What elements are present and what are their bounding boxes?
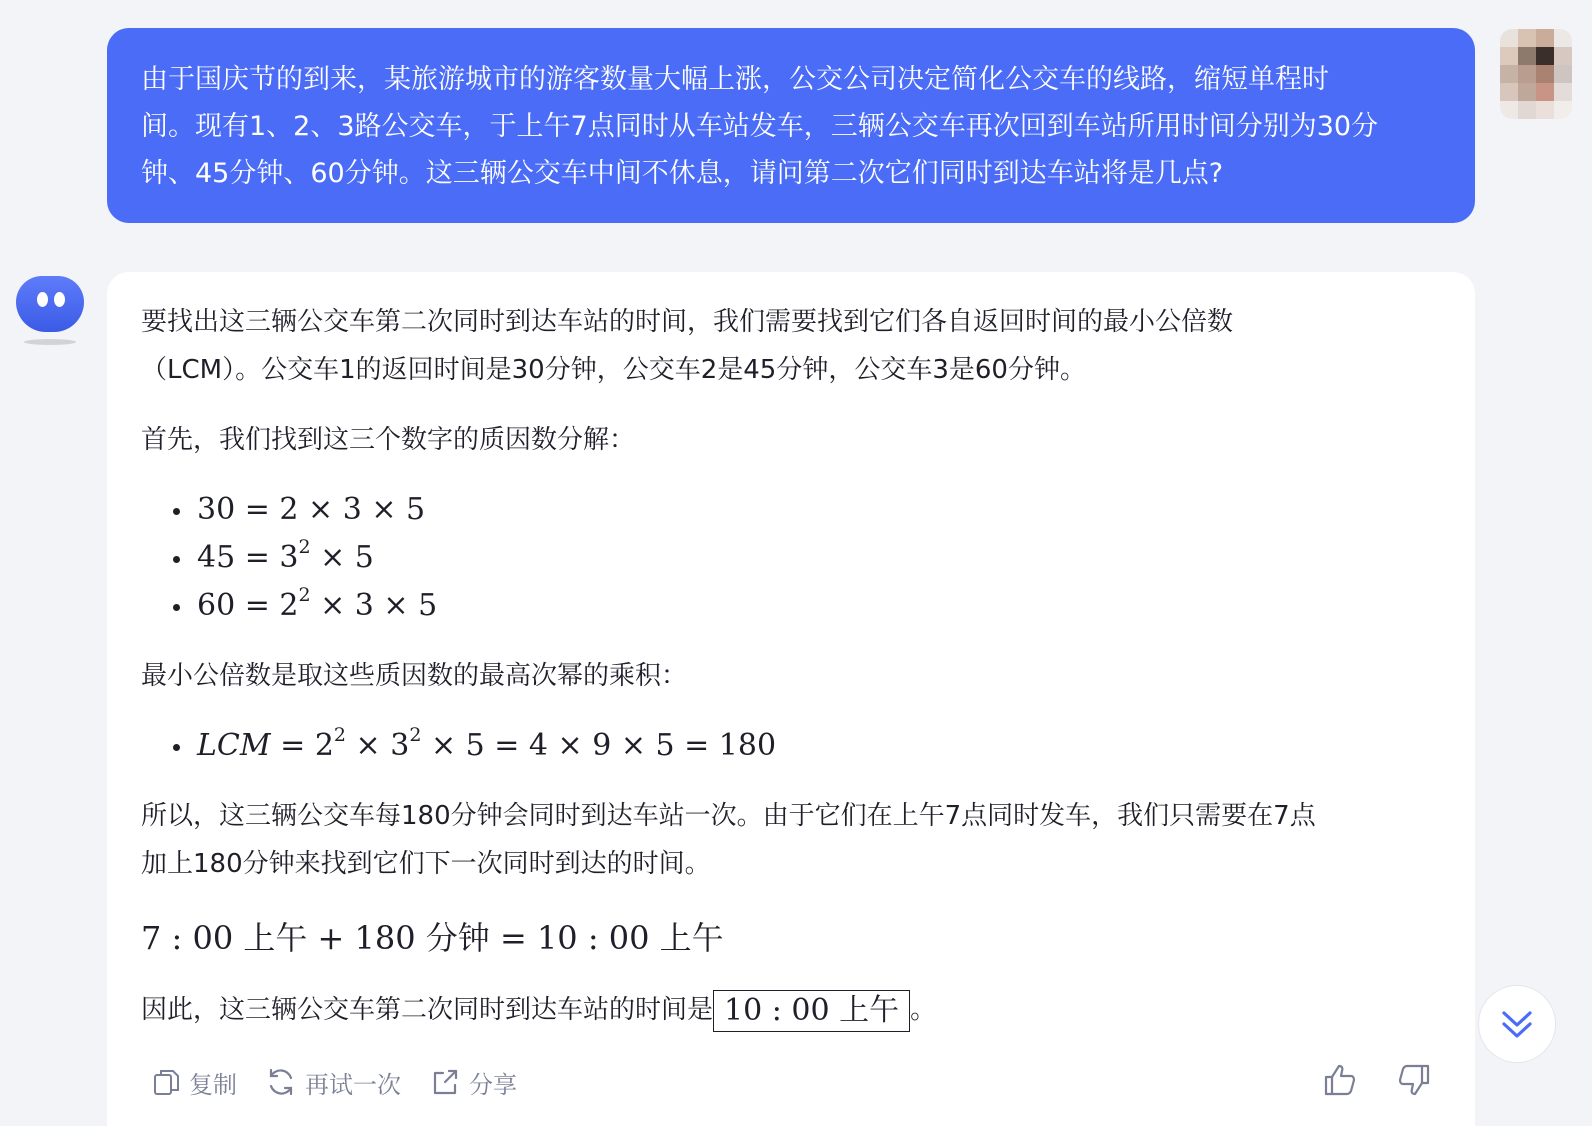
conclusion [141, 792, 1441, 888]
final-answer-prefix: 因此，这三辆公交车第二次同时到达车站的时间是 [141, 995, 714, 1025]
factor-rest: × 3 × 5 [310, 588, 438, 623]
factor-rhs: 2 × 3 × 5 [279, 492, 426, 527]
factor-exponent: 2 [298, 536, 311, 558]
user-avatar[interactable] [1500, 29, 1572, 119]
answer-intro-line: 要找出这三辆公交车第二次同时到达车站的时间，我们需要找到它们各自返回时间的最小公倍数 [141, 307, 1234, 337]
time-equation: 7 : 00 上午 + 180 分钟 = 10 : 00 上午 [141, 919, 724, 957]
share-button[interactable] [429, 1065, 517, 1100]
message-action-bar [151, 1062, 1431, 1102]
factorization-item: $45 = 3^2 \times 5$ [173, 534, 1441, 582]
user-message-line: 由于国庆节的到来，某旅游城市的游客数量大幅上涨，公交公司决定简化公交车的线路，缩短单程时 [141, 64, 1329, 95]
lcm-equals: = [270, 728, 315, 763]
share-icon [429, 1066, 461, 1098]
factorization-list [141, 486, 1441, 630]
copy-icon [151, 1067, 181, 1097]
factor-lhs: 45 [197, 540, 236, 575]
refresh-icon [265, 1066, 297, 1098]
bot-message-card [107, 272, 1475, 1126]
share-label: 分享 [469, 1070, 517, 1099]
conclusion-line: 加上180分钟来找到它们下一次同时到达的时间。 [141, 849, 711, 879]
final-answer-box: 10 : 00 上午 [713, 990, 910, 1032]
copy-button[interactable] [151, 1065, 237, 1100]
final-answer-suffix: 。 [910, 995, 937, 1025]
factor-lhs: 60 [197, 588, 236, 623]
lcm-base: 3 [390, 728, 410, 763]
lcm-tail: × 5 = 4 × 9 × 5 = 180 [421, 728, 777, 763]
scroll-to-bottom-button[interactable] [1478, 985, 1556, 1063]
thumbs-down-icon[interactable] [1395, 1062, 1431, 1098]
lcm-exponent: 2 [333, 724, 346, 746]
bot-avatar-eye [37, 292, 48, 307]
lcm-base: 2 [314, 728, 334, 763]
bot-avatar-shadow [24, 339, 76, 345]
lcm-exponent: 2 [409, 724, 422, 746]
factor-base: 3 [279, 540, 299, 575]
factorization-item: 30 = 2 × 3 × 5 [173, 486, 1441, 534]
factor-exponent: 2 [298, 584, 311, 606]
retry-label: 再试一次 [305, 1070, 401, 1099]
user-message-line: 钟、45分钟、60分钟。这三辆公交车中间不休息，请问第二次它们同时到达车站将是几点? [141, 158, 1224, 189]
factor-base: 2 [279, 588, 299, 623]
lcm-list [141, 722, 1441, 770]
double-chevron-down-icon [1498, 1005, 1536, 1043]
factorization-item: $60 = 2^2 \times 3 \times 5$ [173, 582, 1441, 630]
user-message-line: 间。现有1、2、3路公交车，于上午7点同时从车站发车，三辆公交车再次回到车站所用时间分别为30分 [141, 111, 1379, 142]
final-answer-line [141, 986, 1441, 1034]
answer-intro [141, 298, 1441, 394]
conclusion-line: 所以，这三辆公交车每180分钟会同时到达车站一次。由于它们在上午7点同时发车，我们只需要在7点 [141, 801, 1316, 831]
retry-button[interactable] [265, 1065, 401, 1100]
thumbs-up-icon[interactable] [1323, 1062, 1359, 1098]
copy-label: 复制 [189, 1070, 237, 1099]
factorization-heading: 首先，我们找到这三个数字的质因数分解： [141, 425, 636, 455]
lcm-heading: 最小公倍数是取这些质因数的最高次幂的乘积： [141, 661, 688, 691]
bot-avatar [16, 276, 84, 332]
answer-intro-line: （LCM）。公交车1的返回时间是30分钟，公交车2是45分钟，公交车3是60分钟。 [141, 355, 1086, 385]
bot-avatar-eye [54, 292, 65, 307]
lcm-item [173, 722, 1441, 770]
factor-lhs: 30 [197, 492, 236, 527]
lcm-times: × [346, 728, 391, 763]
factor-rest: × 5 [310, 540, 374, 575]
feedback-buttons [1323, 1062, 1431, 1098]
lcm-symbol: LCM [197, 728, 271, 763]
user-message-bubble [107, 28, 1475, 223]
